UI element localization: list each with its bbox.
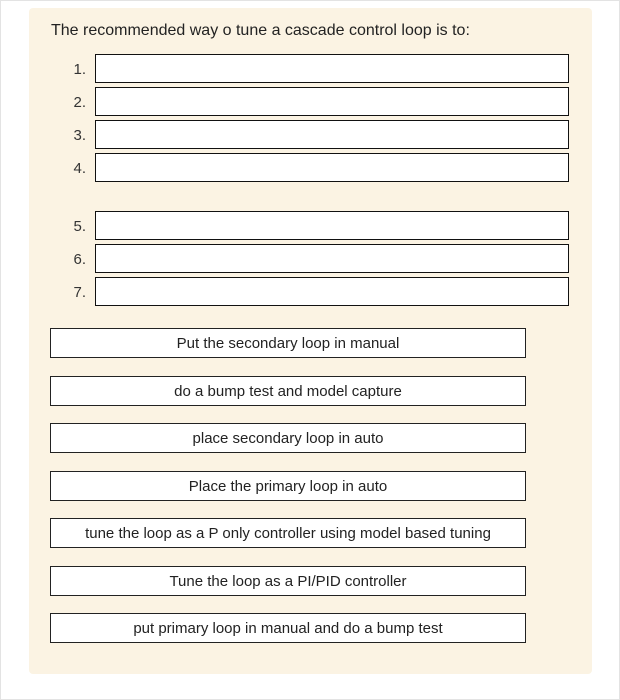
slot-number: 6.: [73, 251, 86, 268]
answer-slot-row-4: [0, 153, 600, 185]
answer-slot-row-7: [0, 277, 600, 309]
slot-number: 7.: [73, 284, 86, 301]
answer-slot-row-3: [0, 120, 600, 152]
option-tile-1[interactable]: Put the secondary loop in manual: [50, 328, 526, 358]
option-tile-7[interactable]: put primary loop in manual and do a bump test: [50, 613, 526, 643]
answer-slot-7[interactable]: [95, 277, 569, 306]
answer-slot-row-1: [0, 54, 600, 86]
option-tile-4[interactable]: Place the primary loop in auto: [50, 471, 526, 501]
answer-slot-1[interactable]: [95, 54, 569, 83]
answer-slot-row-6: [0, 244, 600, 276]
option-tile-3[interactable]: place secondary loop in auto: [50, 423, 526, 453]
option-tile-2[interactable]: do a bump test and model capture: [50, 376, 526, 406]
slot-number: 2.: [73, 94, 86, 111]
slot-number: 4.: [73, 160, 86, 177]
option-tile-6[interactable]: Tune the loop as a PI/PID controller: [50, 566, 526, 596]
question-text: The recommended way o tune a cascade control loop is to:: [51, 22, 470, 39]
option-tile-5[interactable]: tune the loop as a P only controller using model based tuning: [50, 518, 526, 548]
answer-slot-2[interactable]: [95, 87, 569, 116]
answer-slot-row-5: [0, 211, 600, 243]
slot-number: 1.: [73, 61, 86, 78]
answer-slot-4[interactable]: [95, 153, 569, 182]
answer-slot-5[interactable]: [95, 211, 569, 240]
slot-number: 3.: [73, 127, 86, 144]
slot-number: 5.: [73, 218, 86, 235]
answer-slot-row-2: [0, 87, 600, 119]
answer-slot-6[interactable]: [95, 244, 569, 273]
answer-slot-3[interactable]: [95, 120, 569, 149]
